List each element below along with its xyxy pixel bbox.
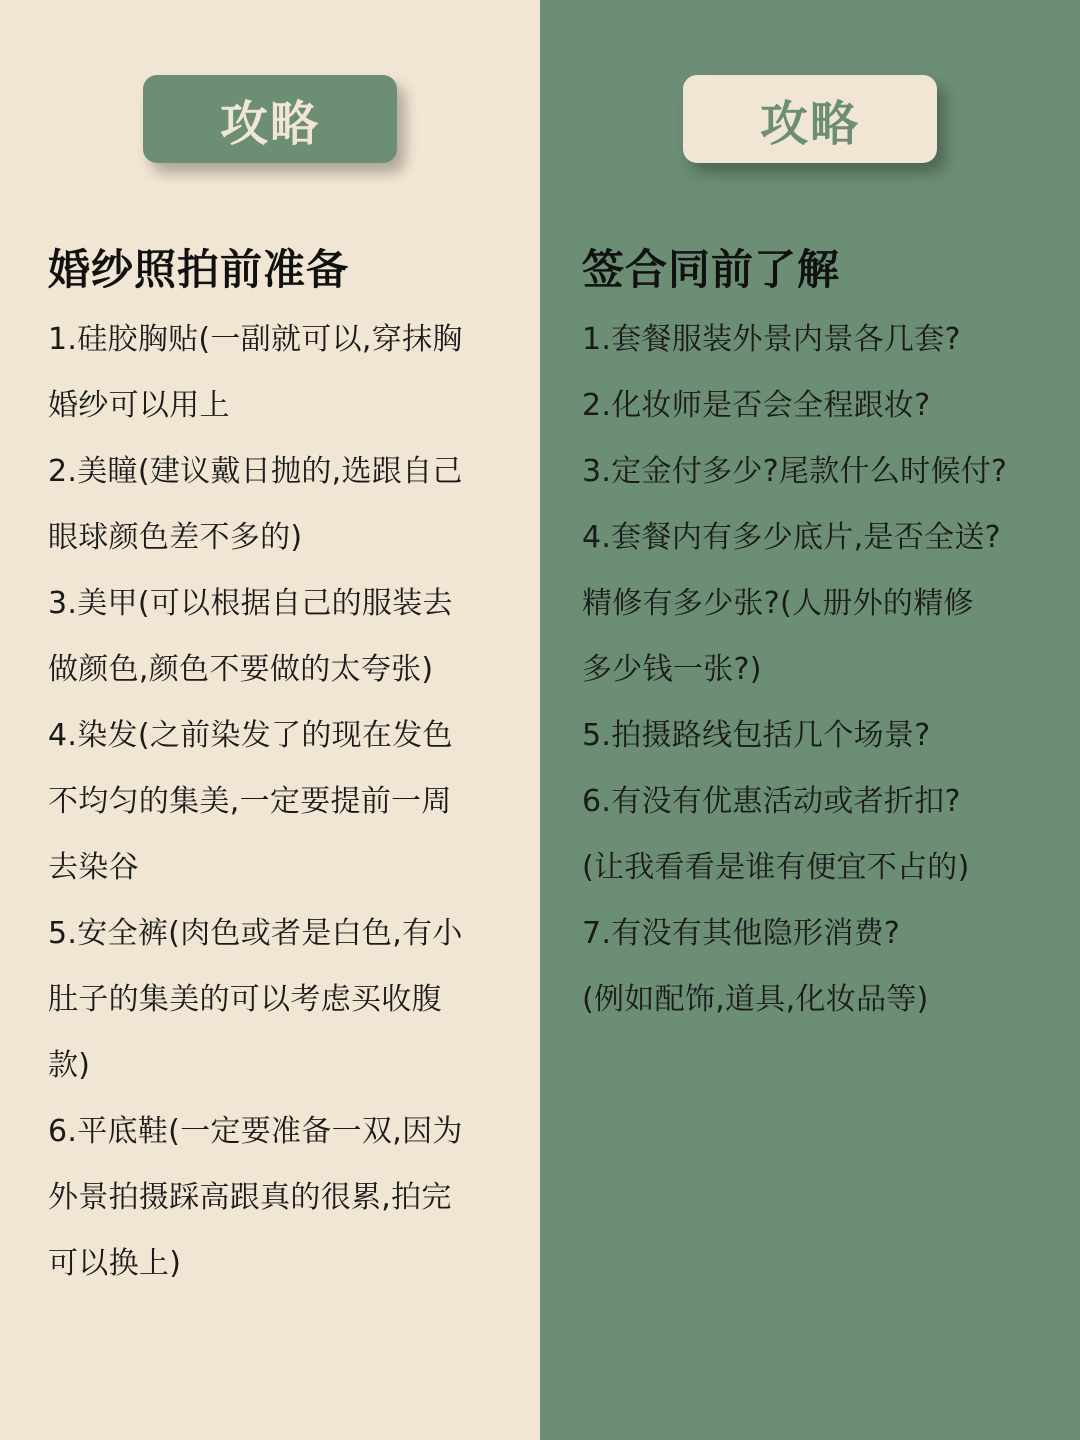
list-item: 3.美甲(可以根据自己的服装去 bbox=[48, 586, 453, 621]
list-item: (例如配饰,道具,化妆品等) bbox=[582, 982, 929, 1017]
left-checklist bbox=[48, 307, 463, 1297]
list-item: 7.有没有其他隐形消费? bbox=[582, 916, 901, 951]
list-item: 2.美瞳(建议戴日抛的,选跟自己 bbox=[48, 454, 463, 489]
right-guide-badge: 攻略 bbox=[683, 75, 937, 163]
list-item: 5.拍摄路线包括几个场景? bbox=[582, 718, 931, 753]
list-item: 2.化妆师是否会全程跟妆? bbox=[582, 388, 931, 423]
right-panel bbox=[540, 0, 1080, 1440]
list-item: 6.有没有优惠活动或者折扣? bbox=[582, 784, 961, 819]
list-item: 多少钱一张?) bbox=[582, 652, 762, 687]
list-item: 6.平底鞋(一定要准备一双,因为 bbox=[48, 1114, 463, 1149]
list-item: 肚子的集美的可以考虑买收腹 bbox=[48, 982, 442, 1017]
list-item: 1.套餐服装外景内景各几套? bbox=[582, 322, 961, 357]
list-item: 做颜色,颜色不要做的太夸张) bbox=[48, 652, 434, 687]
list-item: 外景拍摄踩高跟真的很累,拍完 bbox=[48, 1180, 452, 1215]
list-item: 5.安全裤(肉色或者是白色,有小 bbox=[48, 916, 463, 951]
list-item: 1.硅胶胸贴(一副就可以,穿抹胸 bbox=[48, 322, 463, 357]
list-item: 4.套餐内有多少底片,是否全送? bbox=[582, 520, 1001, 555]
right-checklist bbox=[582, 307, 1007, 1033]
list-item: 不均匀的集美,一定要提前一周 bbox=[48, 784, 452, 819]
left-section-title: 婚纱照拍前准备 bbox=[48, 245, 350, 294]
right-section-title: 签合同前了解 bbox=[582, 245, 841, 294]
left-guide-badge: 攻略 bbox=[143, 75, 397, 163]
list-item: 可以换上) bbox=[48, 1246, 182, 1281]
list-item: (让我看看是谁有便宜不占的) bbox=[582, 850, 970, 885]
list-item: 婚纱可以用上 bbox=[48, 388, 230, 423]
list-item: 眼球颜色差不多的) bbox=[48, 520, 303, 555]
list-item: 去染谷 bbox=[48, 850, 139, 885]
list-item: 精修有多少张?(人册外的精修 bbox=[582, 586, 974, 621]
list-item: 款) bbox=[48, 1048, 91, 1083]
list-item: 4.染发(之前染发了的现在发色 bbox=[48, 718, 453, 753]
list-item: 3.定金付多少?尾款什么时候付? bbox=[582, 454, 1008, 489]
